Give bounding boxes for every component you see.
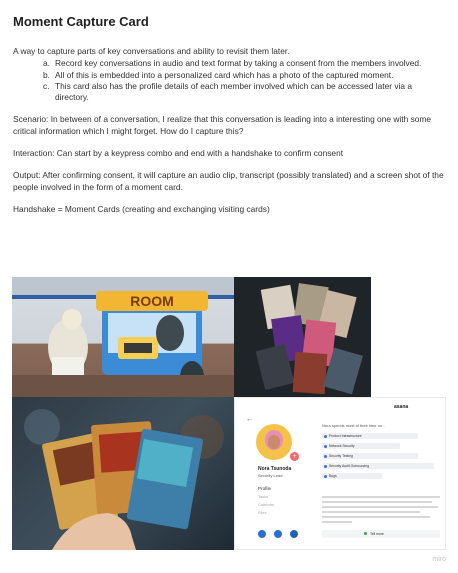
trading-cards-image	[12, 397, 234, 550]
transcript-line	[322, 516, 430, 518]
tell-more-label: Tell more	[370, 531, 384, 536]
topic-label: Bugs	[329, 473, 337, 478]
topic-row[interactable]	[322, 433, 418, 439]
topic-label: Security Audit Outsourcing	[329, 463, 369, 468]
trading-cards-illustration	[12, 397, 234, 550]
list-item-text: Record key conversations in audio and text format by taking a consent from the members involved.	[55, 58, 422, 69]
handshake-text: Handshake = Moment Cards (creating and exchanging visiting cards)	[13, 203, 270, 214]
transcript-line	[322, 521, 352, 523]
chat-icon[interactable]	[274, 530, 282, 538]
list-marker: b.	[43, 69, 50, 80]
menu-files[interactable]: Files	[258, 510, 267, 515]
output-text: Output: After confirming consent, it will capture an audio clip, transcript (possibly translated) and a screen shot of the people involved in the form of a moment card.	[13, 170, 444, 192]
transcript-line	[322, 511, 420, 513]
list-item	[43, 58, 445, 69]
transcript-line	[322, 506, 438, 508]
transcript-line	[322, 496, 440, 498]
tell-more-button[interactable]	[322, 530, 440, 538]
page-title: Moment Capture Card	[13, 14, 149, 29]
back-arrow-icon: ←	[246, 416, 253, 423]
card-fan-illustration	[234, 277, 371, 397]
topic-label: Security Testing	[329, 453, 353, 458]
menu-tasks[interactable]: Tasks	[258, 494, 269, 499]
profile-role: Security Lead	[258, 473, 283, 478]
topic-row[interactable]	[322, 463, 434, 469]
topic-row[interactable]	[322, 443, 400, 449]
topics-heading: Nora spends most of their time on...	[322, 423, 386, 428]
menu-calendar[interactable]: Calendar	[258, 502, 275, 507]
document-body	[13, 14, 445, 226]
list-marker: c.	[43, 80, 50, 91]
status-dot-icon	[364, 532, 367, 535]
vr-room-illustration	[12, 277, 234, 397]
linkedin-icon[interactable]	[290, 530, 298, 538]
card-collage-image	[234, 277, 371, 397]
topic-row[interactable]	[322, 453, 418, 459]
room-sign-text: ROOM	[130, 293, 174, 309]
profile-name: Nora Tsunoda	[258, 466, 292, 472]
avatar	[256, 424, 292, 460]
vr-room-image	[12, 277, 234, 397]
list-item	[43, 81, 445, 104]
feature-list	[13, 58, 445, 103]
add-icon[interactable]: +	[290, 452, 299, 461]
topic-label: Network Security	[329, 443, 355, 448]
miro-watermark: miro	[432, 556, 446, 563]
transcript-line	[322, 501, 432, 503]
list-item	[43, 70, 445, 81]
menu-profile[interactable]: Profile	[258, 486, 272, 491]
topic-row[interactable]	[322, 473, 382, 479]
list-item-text: All of this is embedded into a personalized card which has a photo of the captured moment.	[55, 69, 394, 80]
interaction-text: Interaction: Can start by a keypress combo and end with a handshake to confirm consent	[13, 148, 344, 159]
list-marker: a.	[43, 58, 50, 69]
topic-label: Product Infrastructure	[329, 433, 362, 438]
list-item-text: This card also has the profile details of each member involved which can be accessed later via a directory.	[55, 80, 413, 103]
scenario-text: Scenario: In between of a conversation, I realize that this conversation is leading into a interesting one with some critical information which I might forget. How do I capture this?	[13, 114, 432, 136]
phone-icon[interactable]	[258, 530, 266, 538]
brand-label: asana	[394, 404, 409, 410]
intro-text: A way to capture parts of key conversations and ability to revisit them later.	[13, 46, 290, 56]
